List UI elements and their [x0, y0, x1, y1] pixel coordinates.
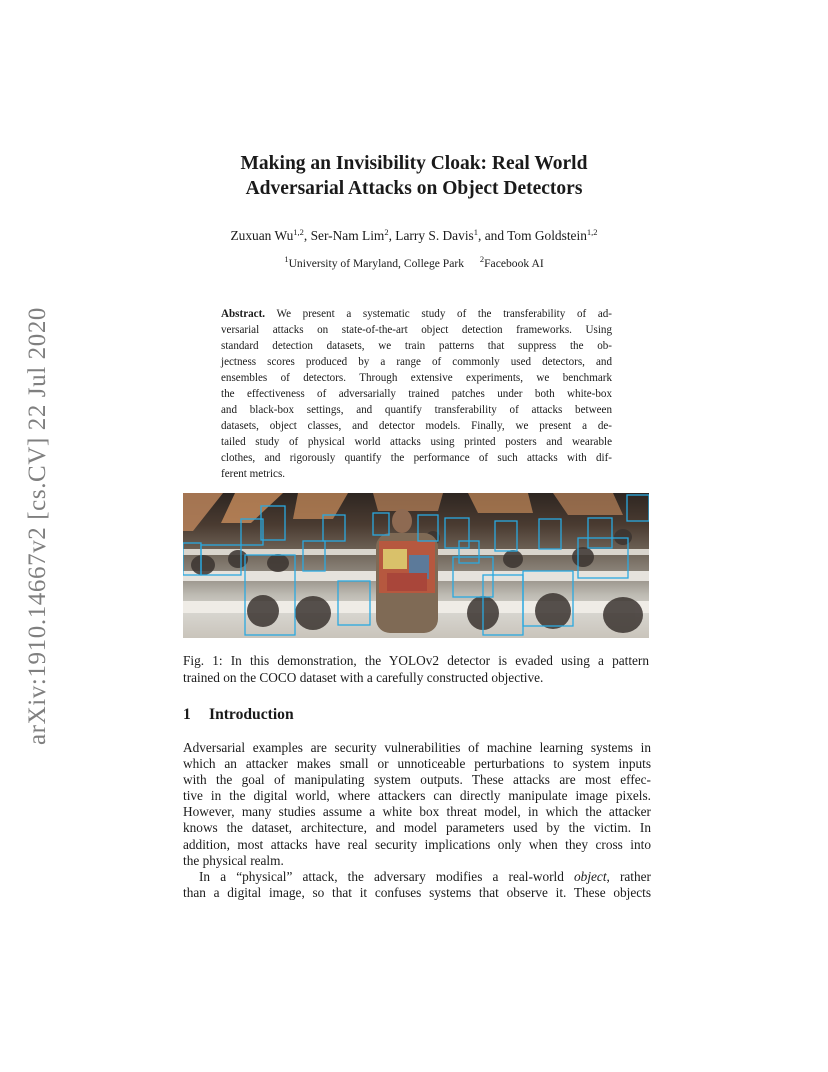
author: Larry S. Davis$^1$, and	[395, 227, 508, 243]
body-text	[183, 740, 651, 901]
caption-line: Fig. 1: In this demonstration, the YOLOv2 detector is evaded using a pattern	[183, 653, 649, 668]
abstract-line: versarial attacks on state-of-the-art object detection frameworks. Using	[221, 324, 612, 336]
classroom-detection-photo	[183, 493, 649, 638]
body-line: the physical realm.	[183, 852, 284, 868]
abstract-line: ferent metrics.	[221, 468, 286, 480]
affiliation: $^1$University of Maryland, College Park	[284, 254, 465, 270]
section-heading	[183, 706, 294, 724]
title-line-1: Making an Invisibility Cloak: Real World	[240, 153, 588, 174]
abstract-line: We present a systematic study of the transferability of ad-	[265, 308, 612, 320]
paper-title	[150, 151, 678, 201]
abstract	[221, 306, 612, 482]
figure-caption	[183, 652, 649, 686]
abstract-line: tailed study of physical world attacks using printed posters and wearable	[221, 436, 612, 448]
body-line: In a “physical” attack, the adversary modifies a real-world object, rather	[199, 868, 651, 884]
abstract-line: datasets, object classes, and detector models. Finally, we present a de-	[221, 420, 612, 432]
body-line: which an attacker makes small or unnoticeable perturbations to system inputs	[183, 756, 651, 772]
author: Tom Goldstein$^{1,2}$	[507, 227, 598, 243]
abstract-line: ensembles of detectors. Through extensive experiments, we benchmark	[221, 372, 612, 384]
abstract-line: the effectiveness of adversarially trained patches under both white-box	[221, 388, 612, 400]
body-line: tive in the digital world, where attackers can directly manipulate image pixels.	[183, 788, 651, 804]
body-line: However, many studies assume a white box threat model, in which the attacker	[183, 804, 651, 820]
body-line: with the goal of manipulating system outputs. These attacks are most effec-	[183, 772, 651, 788]
author-list	[150, 228, 678, 244]
abstract-line: and black-box settings, and quantify transferability of attacks between	[221, 404, 612, 416]
caption-line: trained on the COCO dataset with a carefully constructed objective.	[183, 670, 544, 685]
title-line-2: Adversarial Attacks on Object Detectors	[245, 178, 583, 199]
section-title: Introduction	[209, 706, 294, 723]
section-number: 1	[183, 706, 191, 723]
abstract-label: Abstract.	[221, 308, 266, 320]
author: Ser-Nam Lim$^2$,	[310, 227, 396, 243]
abstract-line: clothes, and rigorously quantify the performance of such attacks with dif-	[221, 452, 612, 464]
affiliation: $^2$Facebook AI	[479, 254, 544, 270]
abstract-line: standard detection datasets, we train patterns that suppress the ob-	[221, 340, 612, 352]
author: Zuxuan Wu$^{1,2}$,	[230, 227, 311, 243]
abstract-line: jectness scores produced by a range of commonly used detectors, and	[221, 356, 612, 368]
affiliations	[150, 254, 678, 270]
body-line: addition, most attacks have real security implications only when they cross into	[183, 836, 651, 852]
detection-scene	[183, 493, 649, 638]
arxiv-identifier: arXiv:1910.14667v2 [cs.CV] 22 Jul 2020	[24, 306, 52, 746]
body-line: than a digital image, so that it confuses systems that observe it. These objects	[183, 884, 651, 900]
body-line: knows the dataset, architecture, and model parameters used by the victim. In	[183, 820, 651, 836]
body-line: Adversarial examples are security vulnerabilities of machine learning systems in	[183, 740, 651, 755]
